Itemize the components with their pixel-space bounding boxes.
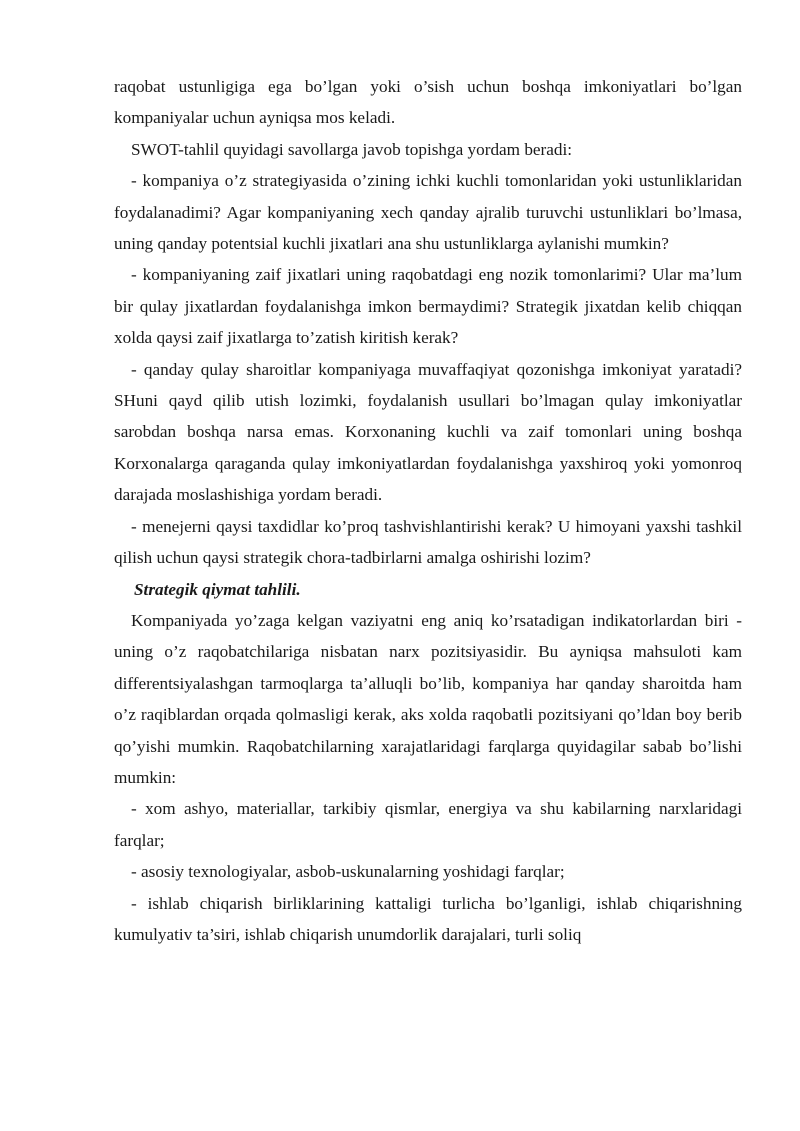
paragraph-swot-question-weaknesses: - kompaniyaning zaif jixatlari uning raqobatdagi eng nozik tomonlarimi? Ular ma’lum bir qulay jixatlardan foydalanishga imkon bermaydimi? Strategik jixatdan kelib chiqqan xolda qaysi zaif jixatlarga to’zatish kiritish kerak? [114,265,742,348]
list-item-raw-materials: - xom ashyo, materiallar, tarkibiy qismlar, energiya va shu kabilarning narxlaridagi farqlar; [114,799,742,850]
paragraph-swot-question-strengths: - kompaniya o’z strategiyasida o’zining ichki kuchli tomonlaridan yoki ustunliklaridan foydalanadimi? Agar kompaniyaning xech qanday ajralib turuvchi ustunliklari bo’lmasa, uning qanday potentsial kuchli jixatlari ana shu ustunliklarga aylanishi mumkin? [114,171,742,254]
section-heading: Strategik qiymat tahlili. [134,579,301,599]
paragraph-swot-question-opportunities: - qanday qulay sharoitlar kompaniyaga muvaffaqiyat qozonishga imkoniyat yaratadi? SHuni qayd qilib utish lozimki, foydalanish usullari bo’lmagan qulay imkoniyatlar sarobdan boshqa narsa emas. Korxonaning kuchli va zaif tomonlari uning boshqa Korxonalarga qaraganda qulay imkoniyatlardan foydalanishga yaxshiroq yoki yomonroq darajada moslashishiga yordam beradi. [114,359,742,505]
document-page [114,71,742,950]
paragraph-swot-question-threats: - menejerni qaysi taxdidlar ko’proq tashvishlantirishi kerak? U himoyani yaxshi tashkil qilish uchun qaysi strategik chora-tadbirlarni amalga oshirishi lozim? [114,516,742,568]
list-item-production-units: - ishlab chiqarish birliklarining kattaligi turlicha bo’lganligi, ishlab chiqarishning kumulyativ ta’siri, ishlab chiqarish unumdorlik darajalari, turli soliq [114,893,742,944]
paragraph-swot-intro: SWOT-tahlil quyidagi savollarga javob topishga yordam beradi: [131,139,573,159]
paragraph-price-position: Kompaniyada yo’zaga kelgan vaziyatni eng aniq ko’rsatadigan indikatorlardan biri - uning o’z raqobatchilariga nisbatan narx pozitsiyasidir. Bu ayniqsa mahsuloti kam differentsiyalashgan tarmoqlarga ta’alluqli bo’lib, kompaniya har qanday sharoitda ham o’z raqiblardan orqada qolmasligi kerak, aks xolda raqobatli pozitsiyani qo’ldan boy berib qo’yishi mumkin. Raqobatchilarning xarajatlaridagi farqlarga quyidagilar sabab bo’lishi mumkin: [114,610,742,787]
list-item-technologies: - asosiy texnologiyalar, asbob-uskunalarning yoshidagi farqlar; [131,862,565,882]
paragraph-intro-continuation: raqobat ustunligiga ega bo’lgan yoki o’sish uchun boshqa imkoniyatlari bo’lgan kompaniyalar uchun ayniqsa mos keladi. [114,77,742,128]
